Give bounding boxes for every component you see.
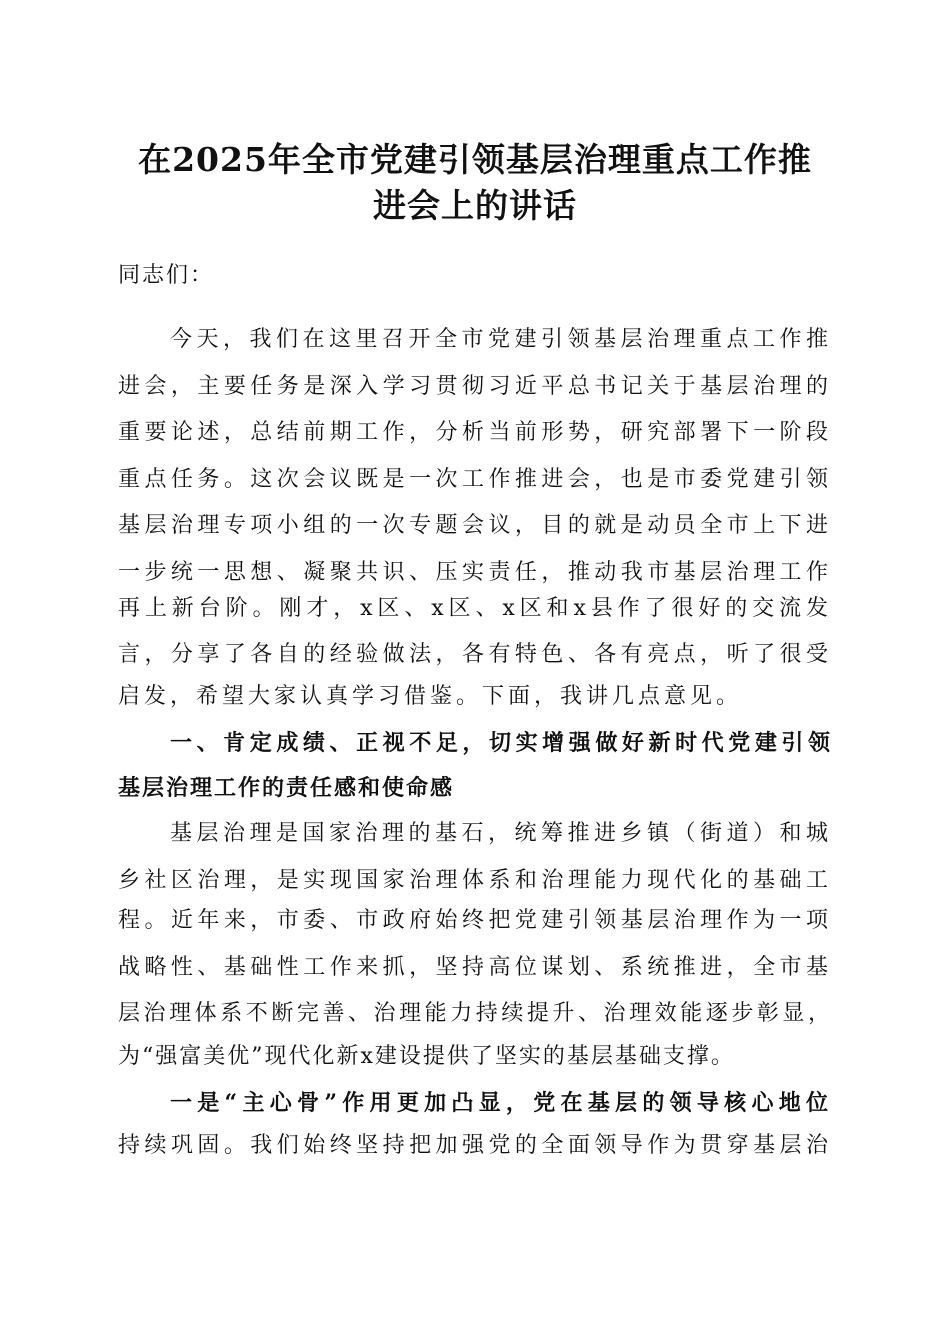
- paragraph-2-line-6: 为“强富美优”现代化新x建设提供了坚实的基层基础支撑。: [118, 1044, 735, 1069]
- paragraph-3-line-1: 一是“主心骨”作用更加凸显，党在基层的领导核心地位: [170, 1090, 832, 1116]
- paragraph-1-line-1: 今天，我们在这里召开全市党建引领基层治理重点工作推: [170, 327, 832, 352]
- paragraph-3-line-2: 持续巩固。我们始终坚持把加强党的全面领导作为贯穿基层治: [118, 1133, 832, 1158]
- paragraph-1-line-6: 一步统一思想、凝聚共识、压实责任，推动我市基层治理工作: [118, 560, 832, 585]
- section-heading-1-line-2: 基层治理工作的责任感和使命感: [118, 776, 455, 801]
- salutation: 同志们：: [118, 263, 215, 288]
- paragraph-1-line-5: 基层治理专项小组的一次专题会议，目的就是动员全市上下进: [118, 513, 832, 538]
- paragraph-2-line-3: 程。近年来，市委、市政府始终把党建引领基层治理作为一项: [118, 908, 832, 933]
- paragraph-1-line-9: 启发，希望大家认真学习借鉴。下面，我讲几点意见。: [118, 684, 743, 709]
- paragraph-1-line-2: 进会，主要任务是深入学习贯彻习近平总书记关于基层治理的: [118, 374, 832, 399]
- paragraph-2-line-4: 战略性、基础性工作来抓，坚持高位谋划、系统推进，全市基: [118, 955, 832, 980]
- section-heading-1-line-1: 一、肯定成绩、正视不足，切实增强做好新时代党建引领: [170, 731, 832, 756]
- paragraph-2-line-5: 层治理体系不断完善、治理能力持续提升、治理效能逐步彰显，: [118, 1001, 832, 1026]
- paragraph-1-line-7: 再上新台阶。刚才，x区、x区、x区和x县作了很好的交流发: [118, 596, 832, 621]
- paragraph-1-line-4: 重点任务。这次会议既是一次工作推进会，也是市委党建引领: [118, 467, 832, 492]
- paragraph-1-line-8: 言，分享了各自的经验做法，各有特色、各有亮点，听了很受: [118, 642, 832, 667]
- document-title-line-2: 进会上的讲话: [373, 186, 577, 225]
- paragraph-2-line-2: 乡社区治理，是实现国家治理体系和治理能力现代化的基础工: [118, 868, 832, 893]
- paragraph-2-line-1: 基层治理是国家治理的基石，统筹推进乡镇（街道）和城: [170, 821, 832, 846]
- paragraph-1-line-3: 重要论述，总结前期工作，分析当前形势，研究部署下一阶段: [118, 420, 832, 445]
- document-title-line-1: 在2025年全市党建引领基层治理重点工作推: [138, 140, 812, 179]
